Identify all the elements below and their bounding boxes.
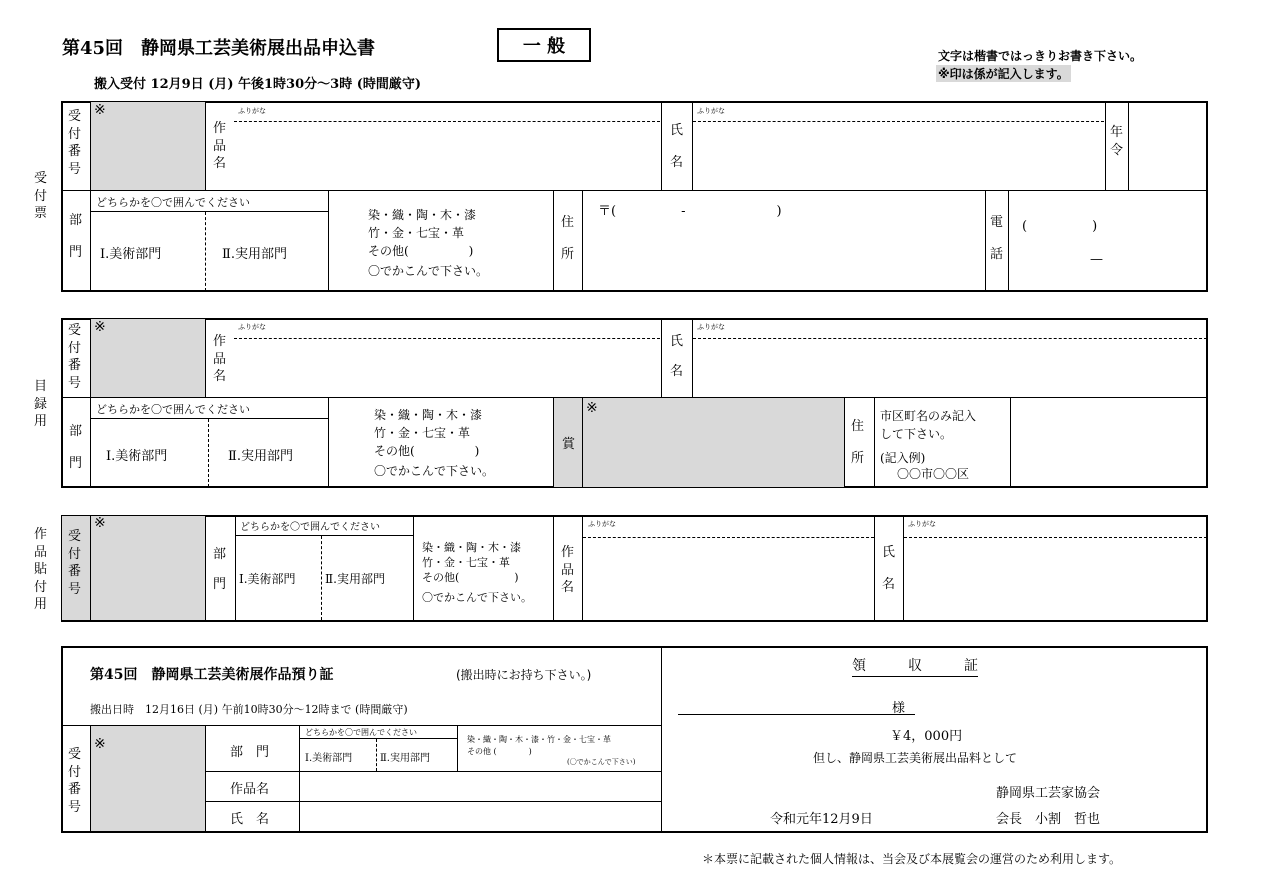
genre-line3-2: その他( ): [374, 444, 480, 458]
staff-mark-award: ※: [586, 400, 598, 416]
genre-line2-3: 竹・金・七宝・革: [422, 556, 510, 569]
genre-line3: その他( ): [368, 244, 474, 258]
name-label-3: 氏 名: [882, 545, 896, 592]
label-slip: [61, 515, 1208, 622]
name-furigana-label-2: ふりがな: [697, 323, 725, 331]
dept-label: 部 門: [69, 213, 83, 260]
receipt-no-label-2: 受 付 番 号: [68, 323, 82, 391]
age-field[interactable]: [1140, 140, 1200, 160]
city-example: 〇〇市〇〇区: [897, 467, 970, 481]
receipt-chair: 会長 小割 哲也: [996, 812, 1101, 827]
claim-name-field[interactable]: [305, 808, 655, 826]
dept-practical-option[interactable]: Ⅱ.実用部門: [222, 247, 287, 262]
circle-instruction: どちらかを〇で囲んでください: [96, 196, 250, 209]
receipt-title: 領 収 証: [852, 655, 978, 677]
phone-dash[interactable]: —: [1090, 252, 1103, 267]
claim-title: 第45回 静岡県工芸美術展作品預り証: [90, 667, 334, 683]
receipt-date: 令和元年12月9日: [770, 812, 873, 827]
staff-mark: ※: [94, 102, 106, 118]
circle-instruction-3: どちらかを〇で囲んでください: [240, 522, 380, 533]
staff-mark-2: ※: [94, 319, 106, 335]
work-name-label-2: 作 品 名: [213, 334, 227, 385]
name-label: 氏 名: [670, 123, 684, 170]
genre-line1-3: 染・織・陶・木・漆: [422, 541, 521, 554]
claim-work-label: 作品名: [230, 782, 270, 797]
dept-label-2: 部 門: [69, 424, 83, 471]
section-label-mokuroku: 目 録 用: [34, 379, 48, 430]
age-label: 年 令: [1110, 125, 1124, 158]
staff-area-2: [90, 319, 205, 397]
name-label-2: 氏 名: [670, 334, 684, 379]
dept-practical-option-2[interactable]: Ⅱ.実用部門: [228, 449, 293, 464]
pickup-info: 搬出日時 12月16日 (月) 午前10時30分～12時まで (時間厳守): [90, 703, 408, 716]
receipt-sama: 様: [892, 701, 906, 716]
claim-circle-instruction: どちらかを〇で囲んでください: [305, 728, 417, 737]
section-label-harituke: 作 品 貼 付 用: [34, 527, 48, 613]
name-furigana-label-3: ふりがな: [908, 520, 936, 528]
receipt-no-label: 受 付 番 号: [68, 109, 82, 177]
section-label-uketsuke: 受 付 票: [34, 171, 48, 222]
staff-area-4: [90, 726, 205, 831]
name-furigana-label: ふりがな: [697, 107, 725, 115]
dept-art-option[interactable]: Ⅰ.美術部門: [100, 247, 162, 262]
category-label: 一 般: [522, 36, 566, 57]
staff-area: [90, 102, 205, 190]
privacy-note: ＊本票に記載された個人情報は、当会及び本展覧会の運営のため利用します。: [702, 852, 1122, 866]
genre-line1: 染・織・陶・木・漆: [368, 208, 477, 222]
receipt-description: 但し、静岡県工芸美術展出品料として: [813, 751, 1018, 765]
postal-field[interactable]: 〒( - ): [598, 204, 782, 219]
receipt-no-label-3: 受 付 番 号: [68, 529, 82, 597]
claim-note: (搬出時にお持ち下さい。): [456, 668, 592, 682]
city-instruction-2: して下さい。: [880, 427, 953, 441]
phone-area-code[interactable]: ( ): [1022, 219, 1098, 234]
claim-genre-1: 染・織・陶・木・漆・竹・金・七宝・革: [467, 735, 611, 744]
staff-area-3: [62, 516, 205, 620]
category-box: [497, 28, 591, 62]
genre-line3-3: その他( ): [422, 571, 519, 584]
receipt-no-label-4: 受 付 番 号: [68, 747, 82, 815]
delivery-info: 搬入受付 12月9日 (月) 午後1時30分～3時 (時間厳守): [94, 77, 422, 92]
claim-genre-3: (〇でかこんで下さい): [567, 758, 636, 766]
address-label: 住 所: [561, 215, 575, 262]
claim-genre-2: その他 ( ): [467, 747, 532, 756]
claim-name-label: 氏 名: [230, 812, 270, 827]
furigana-label: ふりがな: [238, 107, 266, 115]
dept-practical-option-3[interactable]: Ⅱ.実用部門: [325, 572, 385, 586]
genre-line4-2: 〇でかこんで下さい。: [374, 464, 495, 478]
receipt-amount: ￥4，000円: [890, 729, 963, 744]
work-name-label: 作 品 名: [213, 121, 227, 172]
phone-label: 電 話: [990, 215, 1004, 262]
genre-line4: 〇でかこんで下さい。: [368, 264, 489, 278]
genre-line4-3: 〇でかこんで下さい。: [422, 591, 532, 604]
furigana-label-2: ふりがな: [238, 323, 266, 331]
staff-mark-4: ※: [94, 736, 106, 752]
dept-art-option-2[interactable]: Ⅰ.美術部門: [106, 449, 168, 464]
city-instruction-1: 市区町名のみ記入: [880, 409, 977, 423]
form-title: 第45回 静岡県工芸美術展出品申込書: [62, 38, 376, 59]
address-label-2: 住 所: [851, 419, 865, 466]
work-name-label-3: 作 品 名: [561, 545, 575, 596]
dept-art-option-3[interactable]: Ⅰ.美術部門: [239, 572, 296, 586]
city-example-label: (記入例): [880, 451, 926, 465]
receipt-org: 静岡県工芸家協会: [996, 786, 1101, 801]
furigana-label-3: ふりがな: [588, 520, 616, 528]
staff-note: ※印は係が記入します。: [938, 67, 1069, 81]
genre-line1-2: 染・織・陶・木・漆: [374, 408, 483, 422]
claim-dept-label: 部 門: [230, 745, 270, 760]
genre-line2-2: 竹・金・七宝・革: [374, 426, 471, 440]
claim-dept-art[interactable]: Ⅰ.美術部門: [305, 753, 353, 764]
genre-line2: 竹・金・七宝・革: [368, 226, 465, 240]
circle-instruction-2: どちらかを〇で囲んでください: [96, 403, 250, 416]
staff-mark-3: ※: [94, 515, 106, 531]
claim-dept-practical[interactable]: Ⅱ.実用部門: [380, 753, 430, 764]
dept-label-3: 部 門: [213, 547, 227, 592]
claim-work-field[interactable]: [305, 780, 655, 798]
writing-note: 文字は楷書ではっきりお書き下さい。: [938, 49, 1143, 63]
award-label: 賞: [562, 437, 576, 452]
